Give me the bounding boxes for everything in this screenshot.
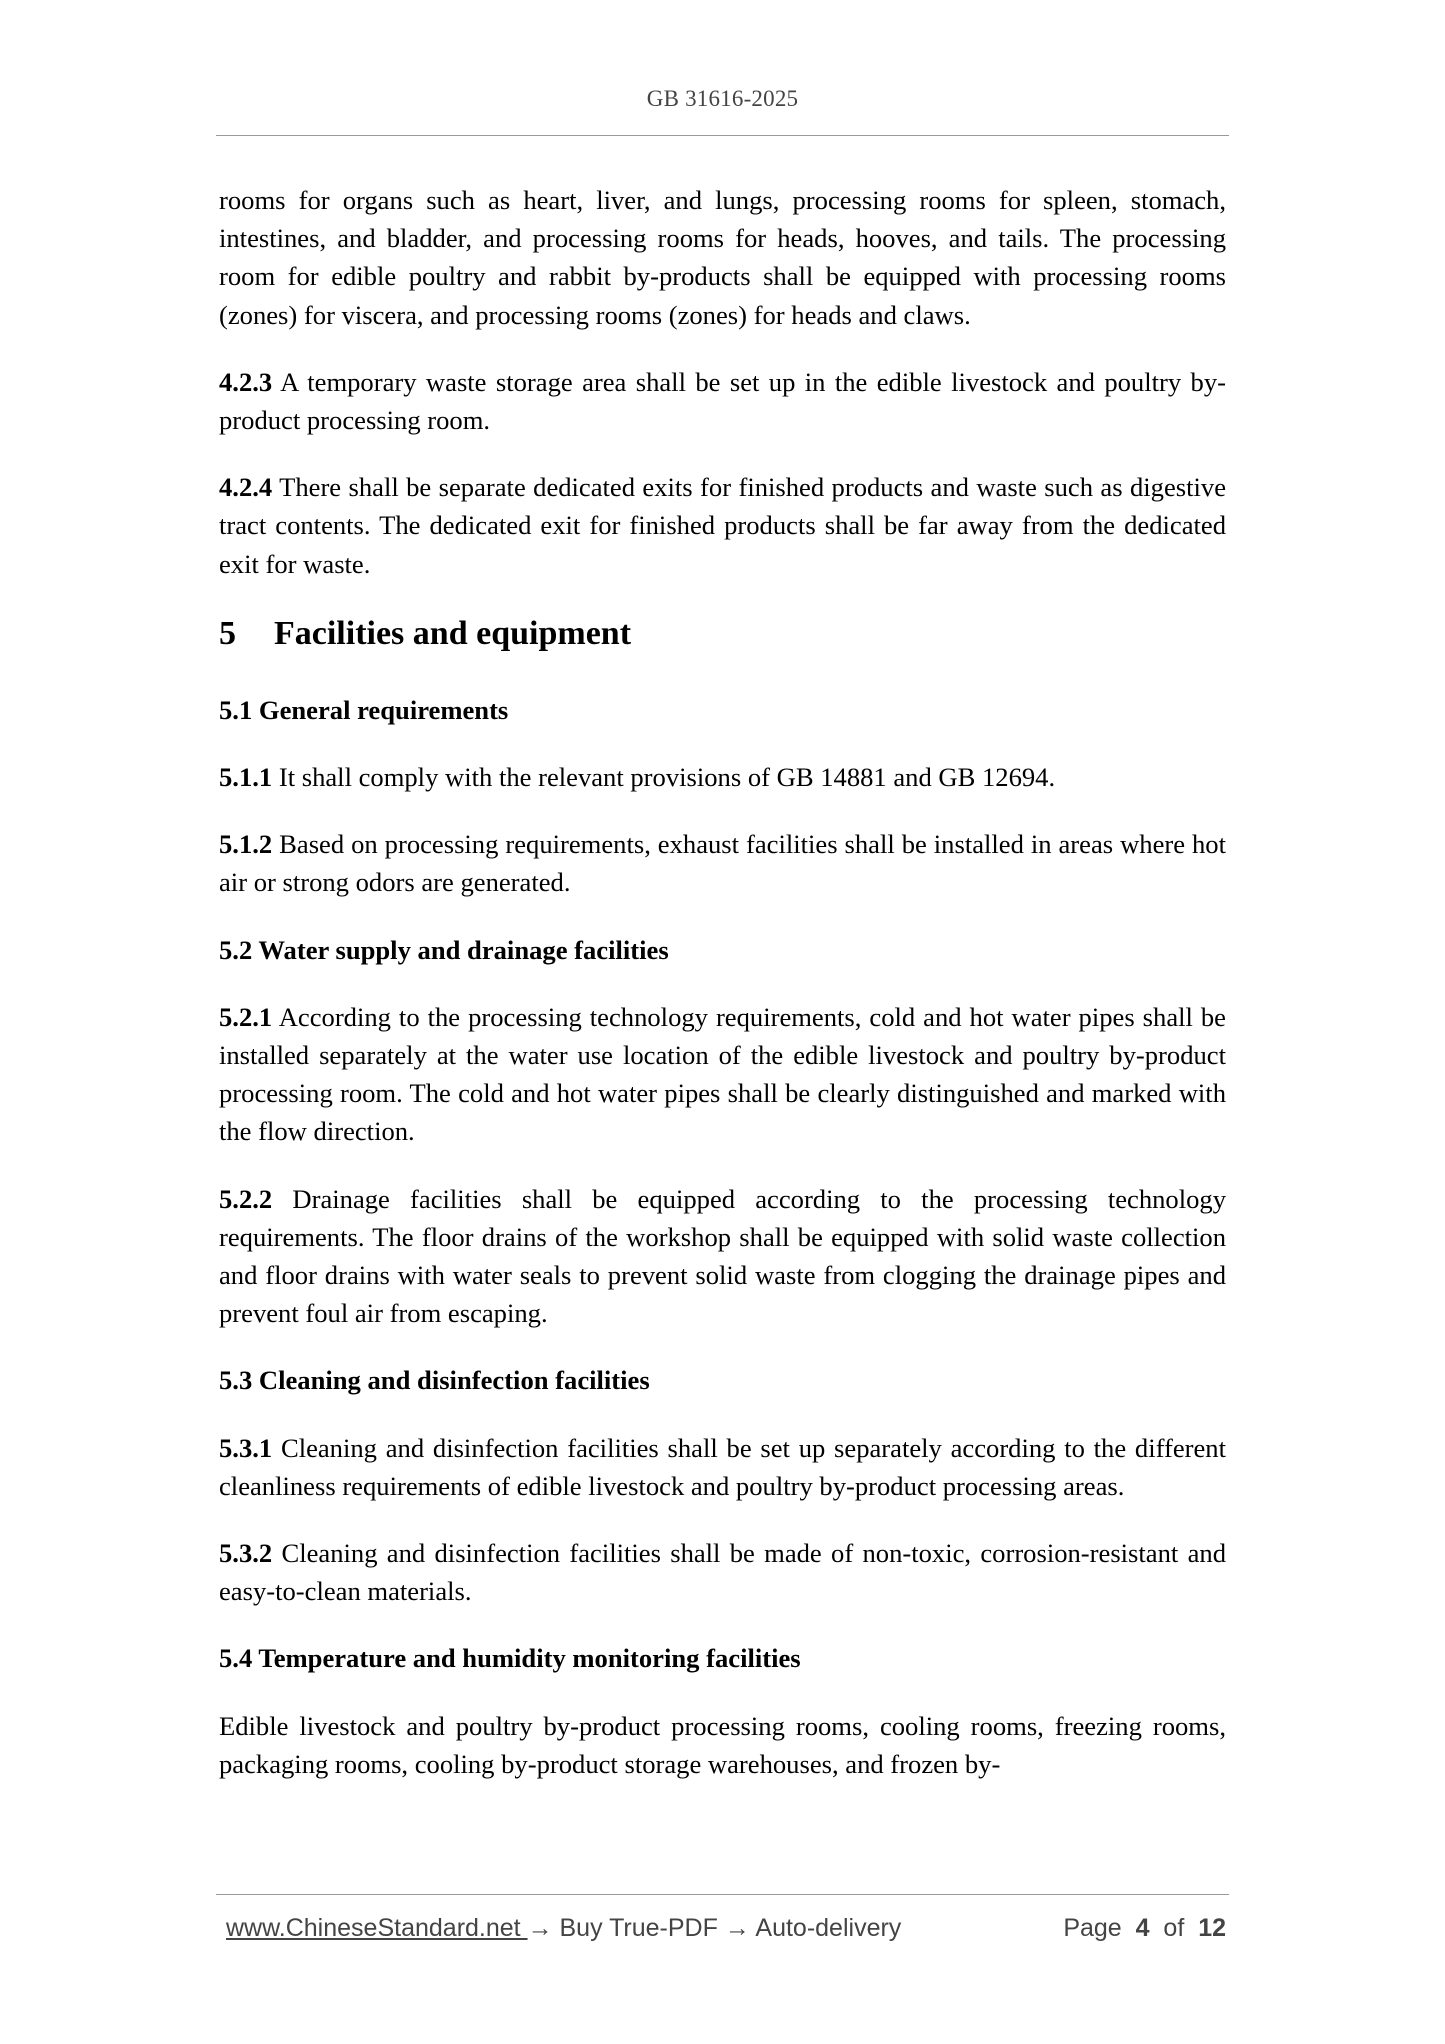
subsection-heading-5-1: 5.1 General requirements — [219, 694, 509, 725]
clause-5-3-2 — [219, 1534, 1226, 1610]
document-body — [219, 181, 1226, 1812]
subsection-heading-5-4: 5.4 Temperature and humidity monitoring facilities — [219, 1643, 801, 1674]
clause-4-2-4 — [219, 468, 1226, 583]
clause-number: 5.1.1 — [219, 762, 273, 793]
page-footer — [226, 1914, 1226, 1943]
clause-number: 5.3.1 — [219, 1432, 273, 1463]
clause-number: 5.3.2 — [219, 1538, 273, 1569]
website-link[interactable]: www.ChineseStandard.net — [226, 1914, 528, 1942]
clause-text: According to the processing technology requirements, cold and hot water pipes shall be installed separately at the water use location of the edible livestock and poultry by-product processing room. The cold and hot water pipes shall be clearly distinguished and marked with the flow direction. — [219, 1001, 1226, 1147]
page-of-label: of — [1163, 1914, 1185, 1942]
clause-5-1-2 — [219, 825, 1226, 901]
clause-number: 5.1.2 — [219, 829, 273, 860]
clause-text: There shall be separate dedicated exits for finished products and waste such as digestive tract contents. The dedicated exit for finished products shall be far away from the dedicated exit for waste. — [219, 472, 1226, 579]
document-id-header: GB 31616-2025 — [646, 86, 799, 111]
section-number: 5 — [219, 614, 236, 652]
clause-5-2-2 — [219, 1180, 1226, 1333]
clause-text: A temporary waste storage area shall be set up in the edible livestock and poultry by-product processing room. — [219, 366, 1226, 436]
paragraph-continued: rooms for organs such as heart, liver, and lungs, processing rooms for spleen, stomach, intestines, and bladder, and processing rooms for heads, hooves, and tails. The processing room for edible poultry and rabbit by-products shall be equipped with processing rooms (zones) for viscera, and processing rooms (zones) for heads and claws. — [219, 185, 1226, 330]
page-indicator — [1063, 1914, 1226, 1943]
clause-text: Based on processing requirements, exhaust facilities shall be installed in areas where hot air or strong odors are generated. — [219, 829, 1226, 898]
header-divider — [216, 135, 1229, 136]
clause-5-3-1 — [219, 1429, 1226, 1505]
subsection-heading-5-2: 5.2 Water supply and drainage facilities — [219, 934, 669, 965]
clause-number: 5.2.1 — [219, 1001, 273, 1032]
clause-text: It shall comply with the relevant provisions of GB 14881 and GB 12694. — [272, 762, 1056, 793]
clause-number: 5.2.2 — [219, 1183, 273, 1214]
clause-number: 4.2.4 — [219, 472, 273, 503]
subsection-heading-5-3: 5.3 Cleaning and disinfection facilities — [219, 1365, 650, 1396]
section-title: Facilities and equipment — [274, 614, 632, 652]
clause-5-2-1 — [219, 998, 1226, 1151]
clause-text: Cleaning and disinfection facilities shall be set up separately according to the different cleanliness requirements of edible livestock and poultry by-product processing areas. — [219, 1432, 1226, 1501]
paragraph-5-4: Edible livestock and poultry by-product processing rooms, cooling rooms, freezing rooms, packaging rooms, cooling by-product storage warehouses, and frozen by- — [219, 1710, 1226, 1779]
clause-4-2-3 — [219, 363, 1226, 439]
clause-number: 4.2.3 — [219, 366, 273, 397]
clause-text: Drainage facilities shall be equipped according to the processing technology requirements. The floor drains of the workshop shall be equipped with solid waste collection and floor drains with water seals to prevent solid waste from clogging the drainage pipes and prevent foul air from escaping. — [219, 1183, 1226, 1329]
footer-divider — [216, 1894, 1229, 1895]
total-pages-number: 12 — [1198, 1914, 1226, 1942]
current-page-number: 4 — [1135, 1914, 1150, 1942]
clause-5-1-1 — [219, 758, 1226, 796]
page-label: Page — [1063, 1914, 1122, 1942]
section-heading-5 — [219, 612, 1226, 656]
footer-tagline: → Buy True-PDF → Auto-delivery — [527, 1914, 902, 1942]
clause-text: Cleaning and disinfection facilities shall be made of non-toxic, corrosion-resistant and easy-to-clean materials. — [219, 1538, 1226, 1607]
